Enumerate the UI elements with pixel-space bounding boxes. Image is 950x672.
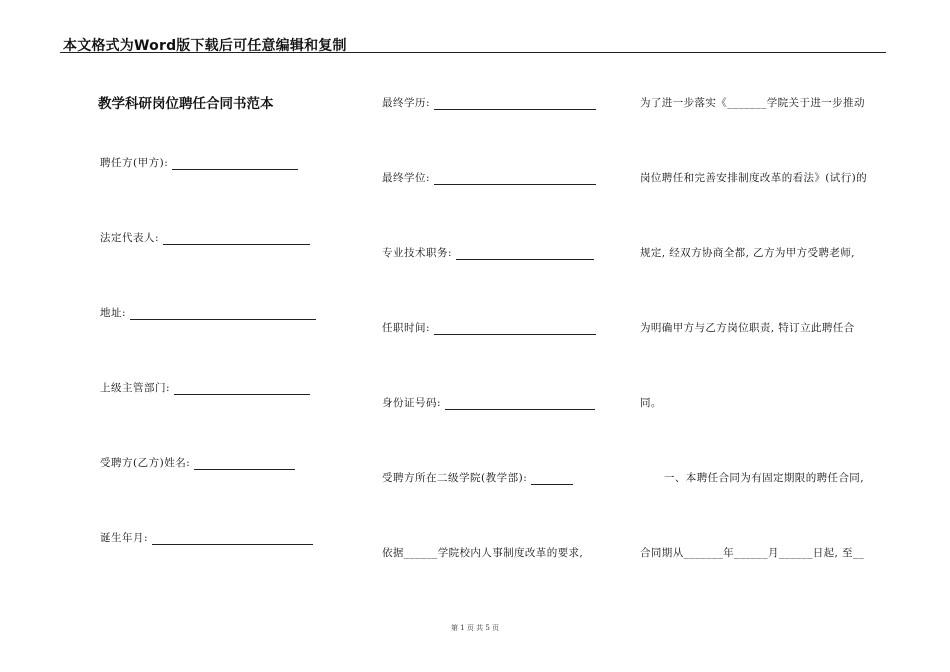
- superior-dept-field: [100, 380, 310, 395]
- body-line-1: 为了进一步落实《_______学院关于进一步推动: [640, 97, 865, 109]
- header-divider: [60, 52, 886, 53]
- body-line-3: 规定, 经双方协商全都, 乙方为甲方受聘老师,: [640, 247, 855, 259]
- birth-label: 诞生年月:: [100, 532, 149, 544]
- term-date-field: [382, 320, 596, 335]
- birth-blank: [152, 532, 313, 545]
- id-number-label: 身份证号码:: [382, 397, 442, 409]
- degree-blank: [434, 172, 596, 185]
- body-line-5: 同。: [640, 397, 662, 409]
- term-date-blank: [434, 322, 596, 335]
- body-line-2: 岗位聘任和完善安排制度改革的看法》(试行)的: [640, 172, 867, 184]
- header-notice: 本文格式为Word版下载后可任意编辑和复制: [63, 38, 347, 54]
- id-number-blank: [445, 397, 595, 410]
- document-title: 教学科研岗位聘任合同书范本: [98, 96, 274, 112]
- school-field: [382, 470, 573, 485]
- address-blank: [130, 307, 316, 320]
- id-number-field: [382, 395, 595, 410]
- hiree-name-blank: [194, 457, 295, 470]
- basis-line: 依据______学院校内人事制度改革的要求,: [382, 547, 584, 559]
- address-label: 地址:: [100, 307, 127, 319]
- page-number: 第 1 页 共 5 页: [450, 624, 500, 632]
- superior-dept-blank: [174, 382, 310, 395]
- education-label: 最终学历:: [382, 97, 431, 109]
- clause-1-line: 一、本聘任合同为有固定期限的聘任合同,: [664, 472, 864, 484]
- degree-label: 最终学位:: [382, 172, 431, 184]
- term-date-label: 任职时间:: [382, 322, 431, 334]
- address-field: [100, 305, 316, 320]
- hiree-name-label: 受聘方(乙方)姓名:: [100, 457, 191, 469]
- school-label: 受聘方所在二级学院(教学部):: [382, 472, 528, 484]
- hiree-name-field: [100, 455, 295, 470]
- education-blank: [434, 97, 596, 110]
- hirer-field: [100, 155, 298, 170]
- degree-field: [382, 170, 596, 185]
- birth-field: [100, 530, 313, 545]
- hirer-label: 聘任方(甲方):: [100, 157, 169, 169]
- legal-rep-label: 法定代表人:: [100, 232, 160, 244]
- professional-title-label: 专业技术职务:: [382, 247, 453, 259]
- body-line-4: 为明确甲方与乙方岗位职责, 特订立此聘任合: [640, 322, 855, 334]
- superior-dept-label: 上级主管部门:: [100, 382, 171, 394]
- professional-title-field: [382, 245, 594, 260]
- education-field: [382, 95, 596, 110]
- professional-title-blank: [456, 247, 594, 260]
- school-blank: [531, 472, 573, 485]
- legal-rep-blank: [163, 232, 310, 245]
- legal-rep-field: [100, 230, 310, 245]
- contract-period-line: 合同期从_______年______月______日起, 至__: [640, 547, 865, 559]
- hirer-blank: [172, 157, 298, 170]
